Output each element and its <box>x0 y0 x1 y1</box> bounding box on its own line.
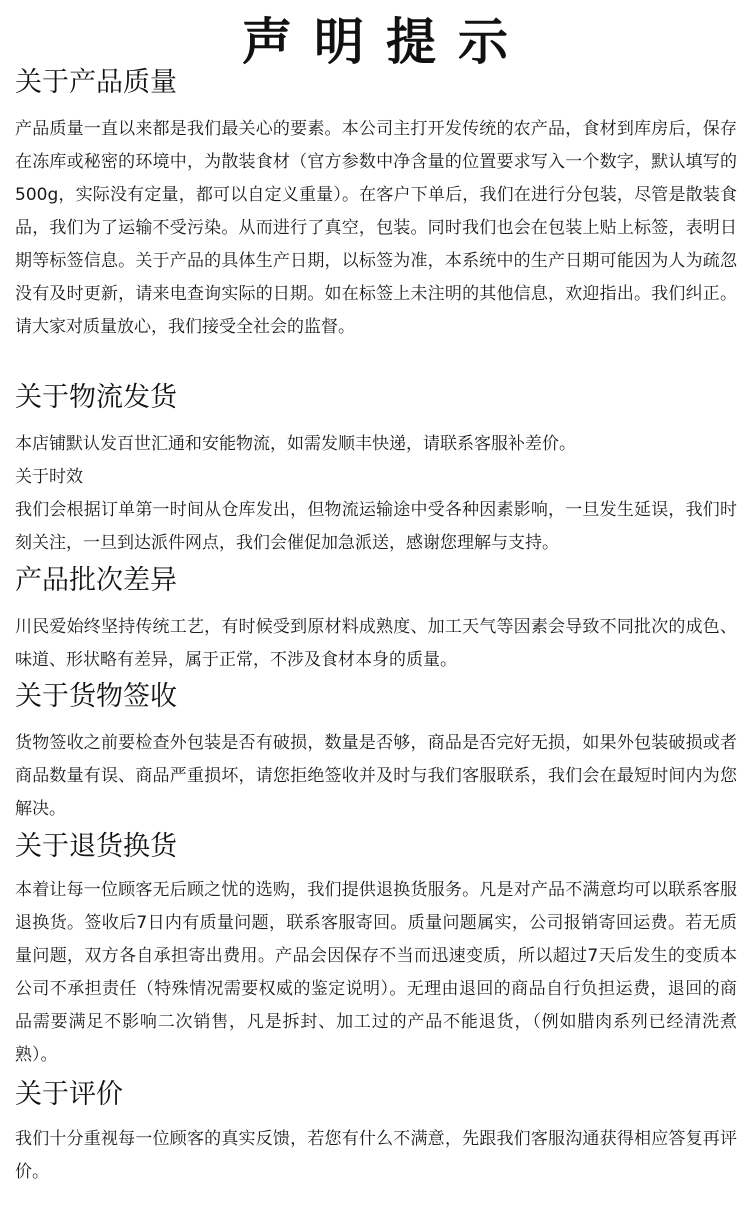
section-heading-logistics: 关于物流发货 <box>15 382 177 413</box>
section-subheading-timeliness: 关于时效 <box>15 467 83 487</box>
section-heading-receipt: 关于货物签收 <box>15 681 177 712</box>
section-text-timeliness: 我们会根据订单第一时间从仓库发出，但物流运输途中受各种因素影响，一旦发生延误，我们时刻关注，一旦到达派件网点，我们会催促加急派送，感谢您理解与支持。 <box>15 500 737 553</box>
section-text-batch-difference: 川民爱始终坚持传统工艺，有时候受到原材料成熟度、加工天气等因素会导致不同批次的成色、味道、形状略有差异，属于正常，不涉及食材本身的质量。 <box>15 617 737 670</box>
section-text-returns: 本着让每一位顾客无后顾之忧的选购，我们提供退换货服务。凡是对产品不满意均可以联系客服退换货。签收后7日内有质量问题，联系客服寄回。质量问题属实，公司报销寄回运费。若无质量问题，双方各自承担寄出费用。产品会因保存不当而迅速变质，所以超过7天后发生的变质本公司不承担责任（特殊情况需要权威的鉴定说明）。无理由退回的商品自行负担运费，退回的商品需要满足不影响二次销售，凡是拆封、加工过的产品不能退货，（例如腊肉系列已经清洗煮熟）。 <box>15 880 737 1065</box>
section-text-reviews: 我们十分重视每一位顾客的真实反馈，若您有什么不满意，先跟我们客服沟通获得相应答复再评价。 <box>15 1129 737 1182</box>
section-text-product-quality: 产品质量一直以来都是我们最关心的要素。本公司主打开发传统的农产品，食材到库房后，保存在冻库或秘密的环境中，为散装食材（官方参数中净含量的位置要求写入一个数字，默认填写的500g，实际没有定量，都可以自定义重量）。在客户下单后，我们在进行分包装，尽管是散装食品，我们为了运输不受污染。从而进行了真空，包装。同时我们也会在包装上贴上标签，表明日期等标签信息。关于产品的具体生产日期，以标签为准，本系统中的生产日期可能因为人为疏忽没有及时更新，请来电查询实际的日期。如在标签上未注明的其他信息，欢迎指出。我们纠正。请大家对质量放心，我们接受全社会的监督。 <box>15 119 737 337</box>
section-heading-reviews: 关于评价 <box>15 1079 123 1110</box>
section-heading-product-quality: 关于产品质量 <box>15 67 177 98</box>
section-text-receipt: 货物签收之前要检查外包装是否有破损，数量是否够，商品是否完好无损，如果外包装破损或者商品数量有误、商品严重损坏，请您拒绝签收并及时与我们客服联系，我们会在最短时间内为您解决。 <box>15 733 737 819</box>
section-heading-batch-difference: 产品批次差异 <box>15 565 177 596</box>
section-text-logistics: 本店铺默认发百世汇通和安能物流，如需发顺丰快递，请联系客服补差价。 <box>15 434 576 454</box>
page-title: 声明提示 <box>242 12 530 71</box>
section-heading-returns: 关于退货换货 <box>15 831 177 862</box>
